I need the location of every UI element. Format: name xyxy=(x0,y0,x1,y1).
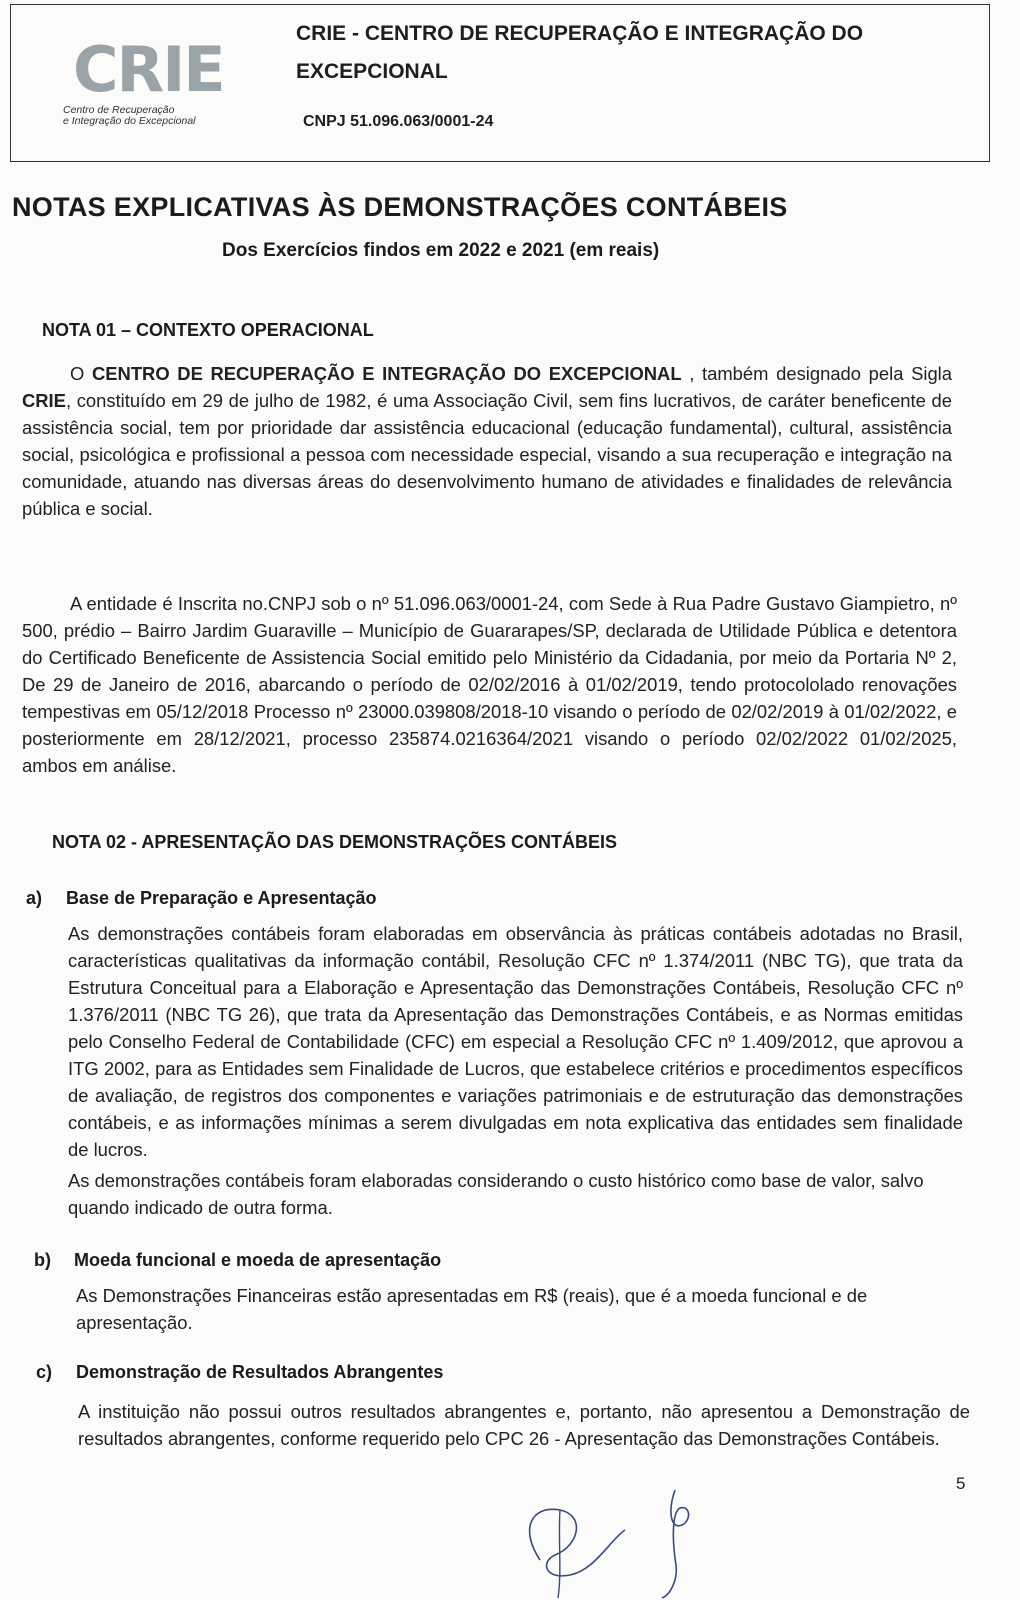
logo-subtitle-line1: Centro de Recuperação xyxy=(63,104,175,116)
organization-cnpj: CNPJ 51.096.063/0001-24 xyxy=(303,113,494,130)
nota01-p1-mid: , também designado pela Sigla xyxy=(681,363,952,384)
logo-wordmark: CRIE xyxy=(73,33,224,106)
nota02-b-paragraph-1: As Demonstrações Financeiras estão apresentadas em R$ (reais), que é a moeda funcional e de apresentação. xyxy=(76,1285,868,1333)
nota02-a-letter: a) xyxy=(26,888,43,908)
page-number: 5 xyxy=(956,1474,966,1493)
nota02-b-title: Moeda funcional e moeda de apresentação xyxy=(74,1250,442,1270)
nota02-b-heading xyxy=(34,1250,441,1271)
nota01-paragraph-2: A entidade é Inscrita no.CNPJ sob o nº 51.096.063/0001-24, com Sede à Rua Padre Gustavo Giampietro, nº 500, prédio – Bairro Jardim Guaraville – Município de Guararapes/SP, declarada de Utilidade Pública e detentora do Certificado Beneficente de Assistencia Social emitido pelo Ministério da Cidadania, por meio da Portaria Nº 2, De 29 de Janeiro de 2016, abarcando o período de 02/02/2016 à 01/02/2019, tendo protocololado renovações tempestivas em 05/12/2018 Processo nº 23000.039808/2018-10 visando o período de 02/02/2019 à 01/02/2022, e posteriormente em 28/12/2021, processo 235874.0216364/2021 visando o período 02/02/2022 01/02/2025, ambos em análise. xyxy=(22,593,957,776)
nota02-a-heading xyxy=(26,888,377,909)
nota01-p1-end: , constituído em 29 de julho de 1982, é uma Associação Civil, sem fins lucrativos, de caráter beneficente de assistência social, tem por prioridade dar assistência educacional (educação fundamental), cultural, assistência social, psicológica e profissional a pessoa com necessidade especial, visando a sua recuperação e integração na comunidade, atuando nas diversas áreas do desenvolvimento humano de atividades e finalidades de relevância pública e social. xyxy=(22,390,952,519)
handwritten-signature xyxy=(500,1470,720,1600)
nota02-b-letter: b) xyxy=(34,1250,51,1270)
nota01-p1-start: O xyxy=(70,363,92,384)
nota02-a-title: Base de Preparação e Apresentação xyxy=(66,888,377,908)
nota02-heading: NOTA 02 - APRESENTAÇÃO DAS DEMONSTRAÇÕES CONTÁBEIS xyxy=(52,832,618,852)
logo-subtitle xyxy=(63,105,196,127)
crie-logo xyxy=(63,33,253,133)
document-title: NOTAS EXPLICATIVAS ÀS DEMONSTRAÇÕES CONTÁBEIS xyxy=(12,192,788,222)
document-subtitle: Dos Exercícios findos em 2022 e 2021 (em reais) xyxy=(222,240,660,261)
nota02-a-paragraph-2: As demonstrações contábeis foram elaboradas considerando o custo histórico como base de valor, salvo quando indicado de outra forma. xyxy=(68,1170,924,1218)
nota02-c-heading xyxy=(36,1362,443,1383)
nota01-heading: NOTA 01 – CONTEXTO OPERACIONAL xyxy=(42,320,374,340)
letterhead-box xyxy=(10,4,990,162)
nota01-p1-bold-name: CENTRO DE RECUPERAÇÃO E INTEGRAÇÃO DO EXCEPCIONAL xyxy=(91,363,682,384)
nota01-p1-sigla: CRIE xyxy=(22,390,66,411)
organization-name: CRIE - CENTRO DE RECUPERAÇÃO E INTEGRAÇÃO DO EXCEPCIONAL xyxy=(296,22,864,83)
nota02-a-paragraph-1: As demonstrações contábeis foram elaboradas em observância às práticas contábeis adotadas no Brasil, características qualitativas da informação contábil, Resolução CFC nº 1.374/2011 (NBC TG), que trata da Estrutura Conceitual para a Elaboração e Apresentação das Demonstrações Contábeis, Resolução CFC nº 1.376/2011 (NBC TG 26), que trata da Apresentação das Demonstrações Contábeis, e as Normas emitidas pelo Conselho Federal de Contabilidade (CFC) em especial a Resolução CFC nº 1.409/2012, que aprovou a ITG 2002, para as Entidades sem Finalidade de Lucros, que estabelece critérios e procedimentos específicos de avaliação, de registros dos componentes e variações patrimoniais e de estruturação das demonstrações contábeis, e as informações mínimas a serem divulgadas em nota explicativa das entidades sem finalidade de lucros. xyxy=(68,923,963,1160)
nota02-c-letter: c) xyxy=(36,1362,53,1382)
nota02-c-title: Demonstração de Resultados Abrangentes xyxy=(76,1362,444,1382)
logo-subtitle-line2: e Integração do Excepcional xyxy=(63,115,196,127)
nota02-c-paragraph-1: A instituição não possui outros resultados abrangentes e, portanto, não apresentou a Demonstração de resultados abrangentes, conforme requerido pelo CPC 26 - Apresentação das Demonstrações Contábeis. xyxy=(78,1401,970,1449)
nota01-paragraph-1 xyxy=(22,360,952,522)
